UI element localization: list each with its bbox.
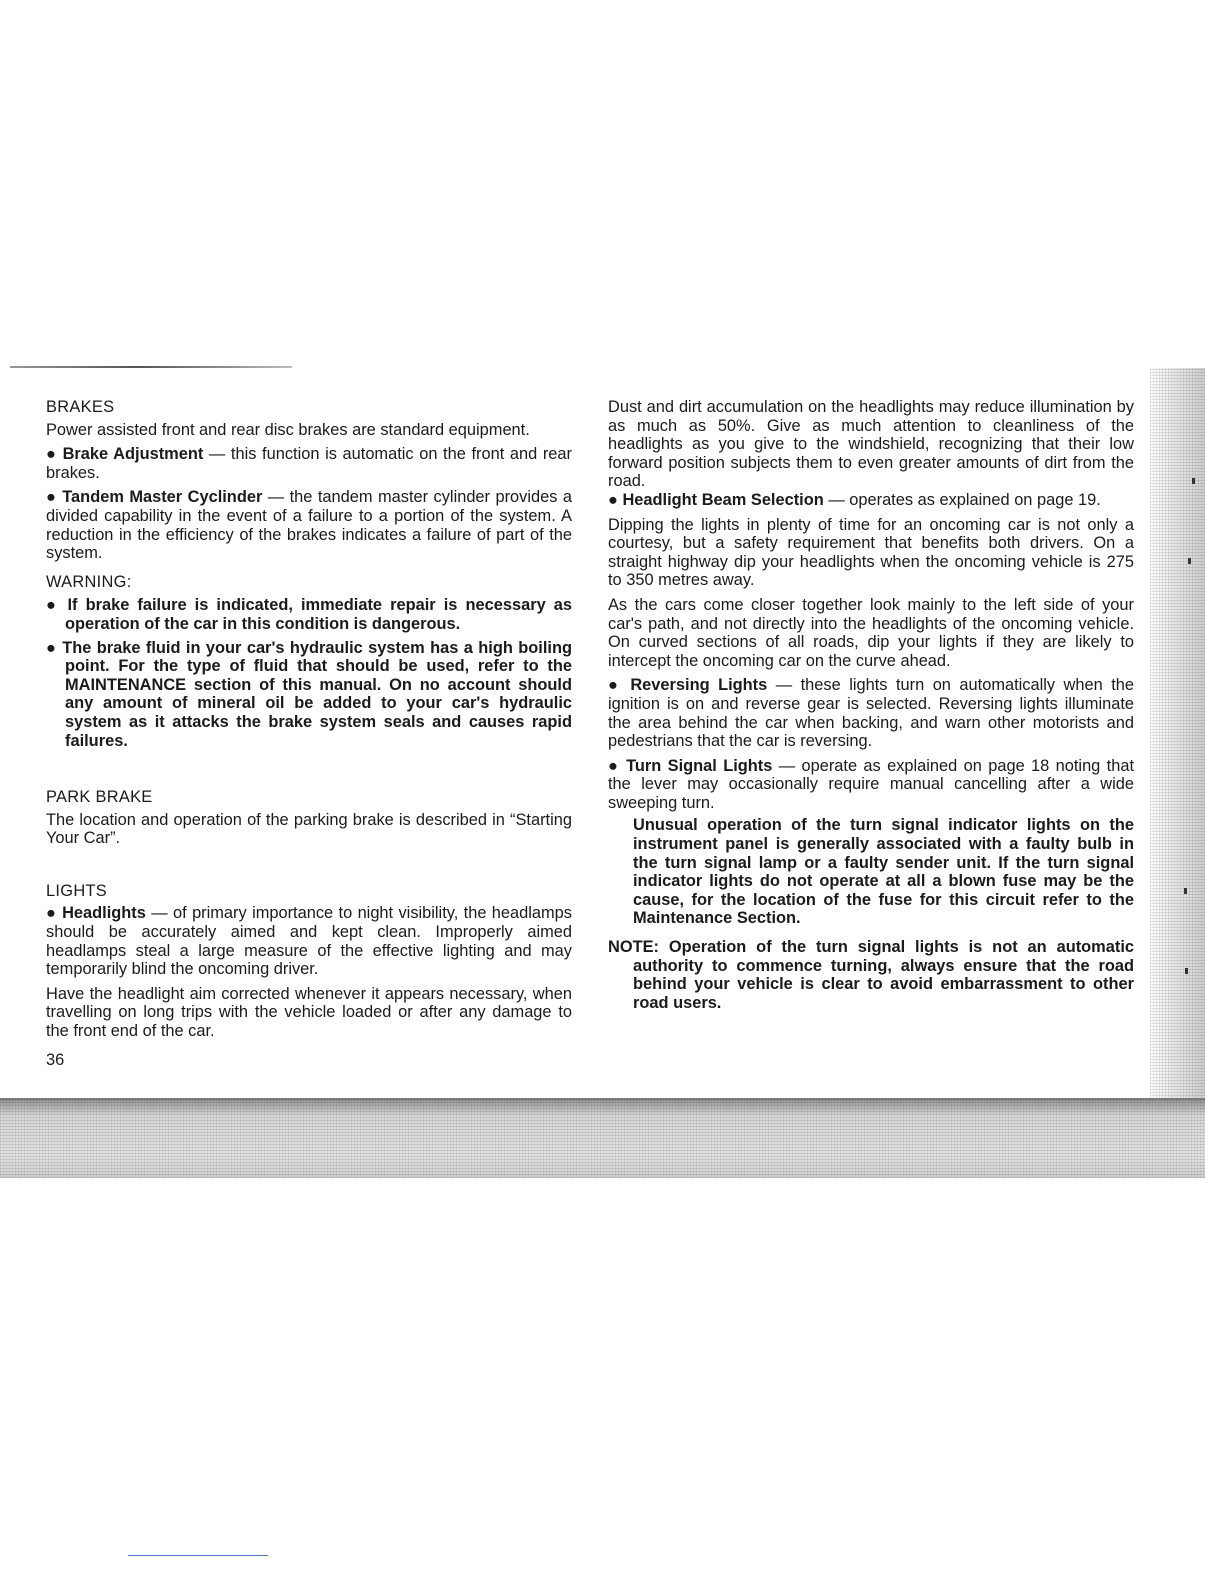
warning-item xyxy=(46,596,572,633)
note-text: NOTE: Operation of the turn signal lights is not an automatic authority to commence turning, always ensure that the road behind your vehicle is clear to avoid embarrassment to other road users. xyxy=(608,938,1134,1012)
unusual-operation-text: Unusual operation of the turn signal indicator lights on the instrument panel is generally associated with a faulty bulb in the turn signal lamp or a faulty sender unit. If the turn signal indicator lights do not operate at all a blown fuse may be the cause, for the location of the fuse for this circuit refer to the Maintenance Section. xyxy=(633,816,1134,928)
bullet-icon: ● xyxy=(46,904,57,923)
brakes-intro: Power assisted front and rear disc brakes are standard equipment. xyxy=(46,420,530,439)
brake-adjustment-text: — this function is automatic on the front and rear brakes. xyxy=(46,445,572,482)
warning-item-text: The brake fluid in your car's hydraulic system has a high boiling point. For the type of fluid that should be used, refer to the MAINTENANCE section of this manual. On no account should any amount of mineral oil be added to your car's hydraulic system as it attacks the brake system seals and causes rapid failures. xyxy=(62,638,572,750)
scan-bottom-rule xyxy=(128,1555,268,1556)
warning-heading: WARNING: xyxy=(46,572,132,591)
beam-selection-title: Headlight Beam Selection xyxy=(622,490,824,509)
tandem-master-title: Tandem Master Cyclinder xyxy=(62,488,263,507)
bullet-icon: ● xyxy=(608,490,618,509)
bullet-icon: ● xyxy=(608,676,622,695)
brake-adjustment-paragraph xyxy=(46,445,572,482)
warning-item-text: If brake failure is indicated, immediate repair is necessary as operation of the car in this condition is dangerous. xyxy=(65,596,572,633)
scan-speck xyxy=(1188,558,1191,564)
tandem-master-text: — the tandem master cylinder provides a divided capability in the event of a failure to a portion of the system. A reduction in the efficiency of the brakes indicates a failure of part of the system. xyxy=(46,488,572,563)
bullet-icon: ● xyxy=(46,445,57,464)
turn-signal-paragraph xyxy=(608,757,1134,813)
dust-text: Dust and dirt accumulation on the headlights may reduce illumination by as much as 50%. Give as much attention to cleanliness of the headlights as you give to the windshield, recognizing that their low forward position subjects them to even greater amounts of dirt from the road. xyxy=(608,398,1134,491)
right-column xyxy=(608,398,1134,1012)
scan-speck xyxy=(1185,968,1188,974)
headlights-text: — of primary importance to night visibility, the headlamps should be accurately aimed and kept clean. Improperly aimed headlamps steal a large measure of the effective lighting and may temporarily blind the oncoming driver. xyxy=(46,904,572,979)
reversing-lights-title: Reversing Lights xyxy=(630,676,768,695)
brake-adjustment-title: Brake Adjustment xyxy=(62,445,204,464)
headlights-title: Headlights xyxy=(62,904,146,923)
brakes-heading: BRAKES xyxy=(46,398,115,416)
bullet-icon: ● xyxy=(46,488,57,507)
beam-selection-paragraph xyxy=(608,491,1134,510)
turn-signal-text: — operate as explained on page 18 noting that the lever may occasionally require manual cancelling after a wide sweeping turn. xyxy=(608,756,1135,812)
scan-right-shadow xyxy=(1150,368,1205,1108)
closer-text: As the cars come closer together look mainly to the left side of your car's path, and not directly into the headlights of the oncoming vehicle. On curved sections of all roads, dip your lights if they are likely to intercept the oncoming car on the curve ahead. xyxy=(608,595,1134,670)
turn-signal-title: Turn Signal Lights xyxy=(626,756,773,775)
park-brake-text: The location and operation of the parking brake is described in “Starting Your Car”. xyxy=(46,810,572,848)
lights-heading: LIGHTS xyxy=(46,881,107,900)
beam-selection-text: — operates as explained on page 19. xyxy=(823,490,1101,509)
scan-speck xyxy=(1184,888,1187,894)
left-column xyxy=(46,398,572,1069)
tandem-master-paragraph xyxy=(46,488,572,562)
scan-bottom-shadow xyxy=(0,1098,1205,1178)
bullet-icon: ● xyxy=(46,638,57,657)
headlight-aim-text: Have the headlight aim corrected whenever it appears necessary, when travelling on long trips with the vehicle loaded or after any damage to the front end of the car. xyxy=(46,984,572,1041)
headlights-paragraph xyxy=(46,904,572,978)
bullet-icon: ● xyxy=(46,596,60,615)
scan-top-rule xyxy=(10,366,292,368)
park-brake-heading: PARK BRAKE xyxy=(46,788,153,807)
reversing-lights-text: — these lights turn on automatically when the ignition is on and reverse gear is selected. Reversing lights illuminate the area behind the car when backing, and warn other motorists and pedestrians that the car is reversing. xyxy=(608,676,1135,751)
dipping-text: Dipping the lights in plenty of time for an oncoming car is not only a courtesy, but a safety requirement that benefits both drivers. On a straight highway dip your headlights when the oncoming vehicle is 275 to 350 metres away. xyxy=(608,515,1134,590)
reversing-lights-paragraph xyxy=(608,676,1134,750)
page-number: 36 xyxy=(46,1050,65,1069)
bullet-icon: ● xyxy=(608,756,620,775)
warning-item xyxy=(46,639,572,751)
scan-speck xyxy=(1192,478,1195,484)
